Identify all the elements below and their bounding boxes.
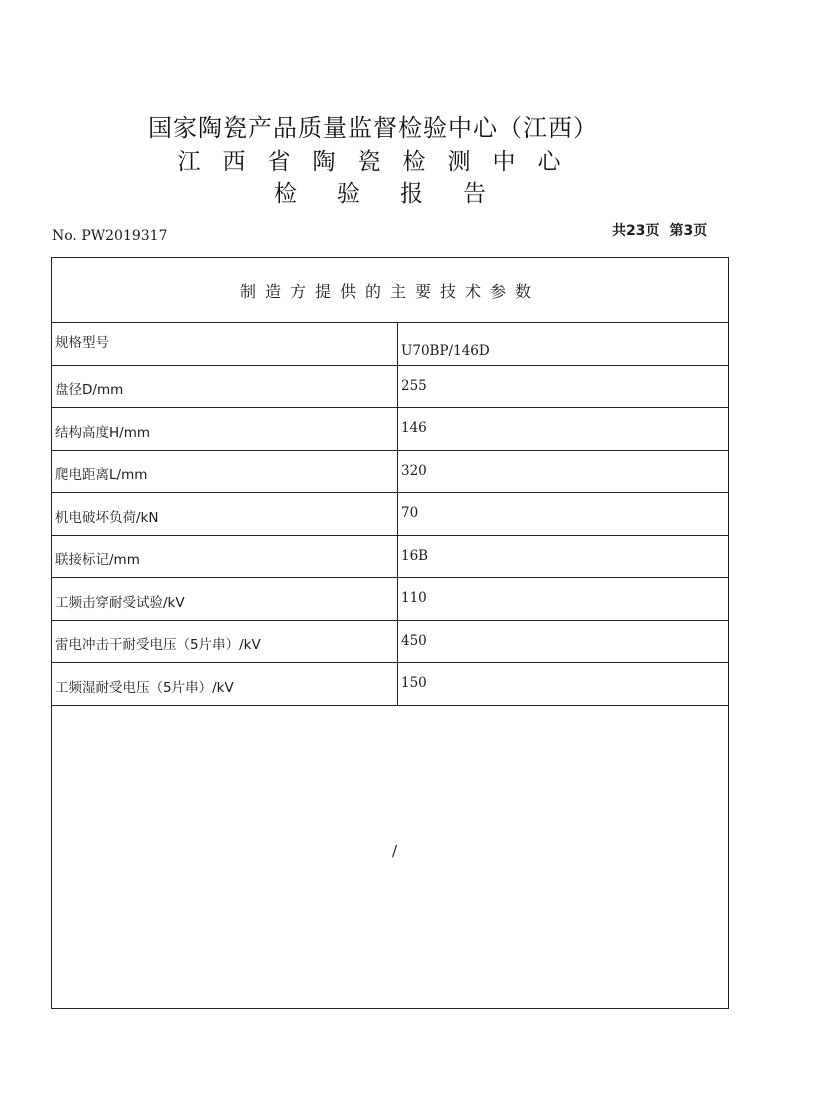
row-label: 规格型号 xyxy=(52,323,398,365)
row-value: 110 xyxy=(401,590,427,606)
row-value: 70 xyxy=(401,505,419,521)
row-label: 雷电冲击干耐受电压（5片串）/kV xyxy=(52,621,398,663)
table-row xyxy=(52,621,728,664)
table-title: 制造方提供的主要技术参数 xyxy=(52,258,728,323)
header-organization: 国家陶瓷产品质量监督检验中心（江西） xyxy=(148,114,598,142)
header-center-name: 江西省陶瓷检测中心 xyxy=(177,149,583,175)
row-value: 146 xyxy=(401,420,427,436)
row-value: 320 xyxy=(401,462,427,479)
table-row xyxy=(52,408,728,451)
table-empty-area xyxy=(52,706,728,1008)
row-value: 450 xyxy=(401,632,427,649)
row-label: 工频击穿耐受试验/kV xyxy=(52,578,398,620)
parameters-table xyxy=(51,257,729,1009)
header-report-title: 检验报告 xyxy=(274,181,526,207)
report-number: No. PW2019317 xyxy=(52,228,168,244)
page-total: 共23页 xyxy=(612,223,660,239)
table-row xyxy=(52,366,728,409)
row-label: 盘径D/mm xyxy=(52,366,398,408)
table-row xyxy=(52,493,728,536)
row-label: 爬电距离L/mm xyxy=(52,451,398,493)
row-value: 16B xyxy=(401,547,429,564)
table-row xyxy=(52,323,728,366)
row-value: 255 xyxy=(401,377,427,394)
row-label: 机电破坏负荷/kN xyxy=(52,493,398,535)
table-row xyxy=(52,536,728,579)
row-label: 结构高度H/mm xyxy=(52,408,398,450)
empty-mark: / xyxy=(392,841,398,860)
row-value: 150 xyxy=(401,675,427,691)
page-info xyxy=(612,220,707,240)
row-value: U70BP/146D xyxy=(401,343,490,359)
row-label: 工频湿耐受电压（5片串）/kV xyxy=(52,663,398,705)
table-row xyxy=(52,451,728,494)
table-row xyxy=(52,578,728,621)
page-current: 第3页 xyxy=(669,223,708,239)
row-label: 联接标记/mm xyxy=(52,536,398,578)
table-row xyxy=(52,663,728,706)
